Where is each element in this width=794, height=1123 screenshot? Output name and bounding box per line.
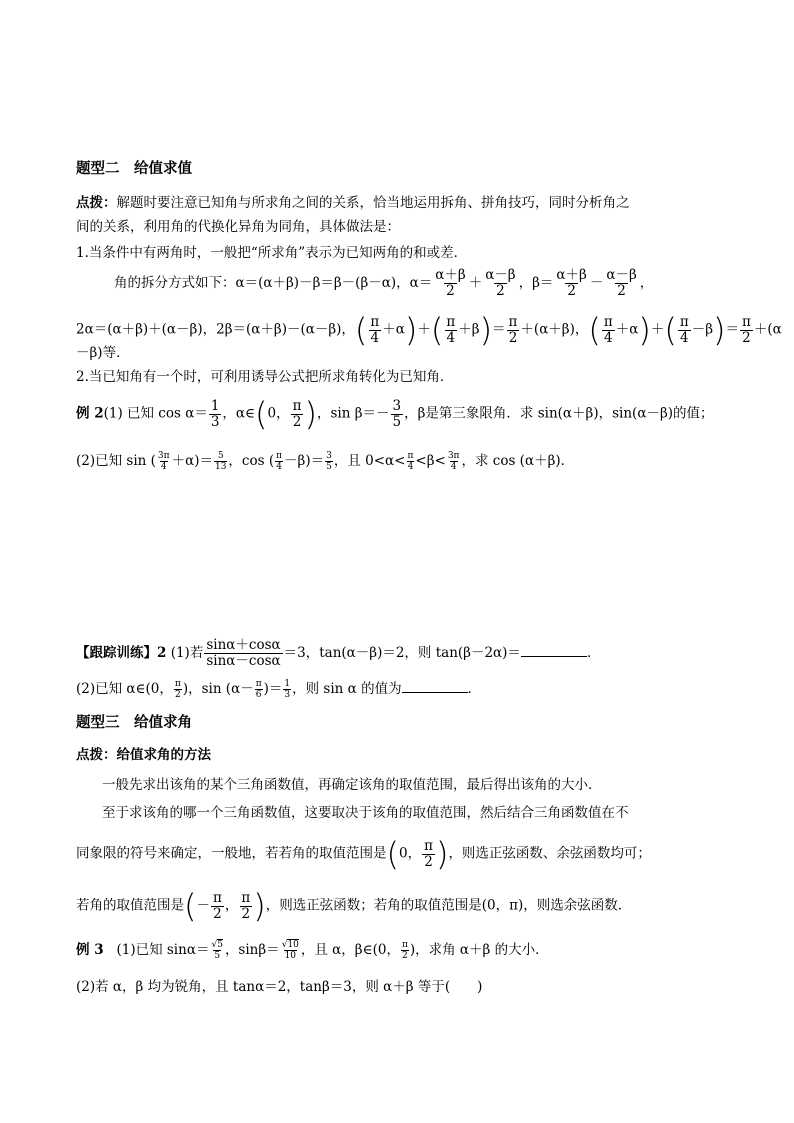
split-label: 角的拆分方式如下：α＝(α＋β)－β＝β－(β－α)，α＝ [114, 275, 433, 291]
denominator: 2 [402, 951, 408, 961]
denominator: 5 [326, 462, 332, 472]
fraction [406, 451, 414, 472]
fraction [433, 268, 467, 299]
paren: ) [435, 835, 449, 873]
numerator: π [603, 313, 613, 330]
denominator: 3 [210, 413, 220, 430]
fraction [483, 268, 517, 299]
para-1: 一般先求出该角的某个三角函数值，再确定该角的取值范围，最后得出该角的大小． [102, 777, 602, 793]
fraction [325, 451, 333, 472]
text: )，sin (α－ [182, 681, 254, 697]
fraction [401, 940, 409, 961]
numerator: π [446, 313, 456, 330]
denominator: 3 [284, 690, 291, 700]
text: 0， [398, 845, 422, 862]
numerator: π [276, 451, 283, 461]
numerator: α＋β [435, 267, 466, 283]
text: (1) 已知 cos α＝ [103, 405, 208, 422]
text: ，β是第三象限角．求 sin(α＋β)，sin(α－β)的值； [404, 405, 714, 422]
text: ． [467, 681, 482, 697]
numerator: π [407, 451, 414, 461]
denominator: 5 [214, 951, 221, 961]
fraction [391, 399, 404, 430]
paren: ) [404, 311, 418, 349]
text: ，sinβ＝ [224, 942, 280, 958]
paren: ( [255, 395, 268, 433]
numerator: π [292, 397, 302, 414]
radicand: 10 [287, 940, 299, 950]
fraction [604, 268, 638, 299]
example-3-part-1 [76, 940, 549, 961]
paren: ( [184, 887, 197, 925]
denominator: 4 [679, 329, 689, 346]
denominator: 4 [446, 329, 456, 346]
denominator: 2 [496, 283, 505, 299]
paren: ( [386, 835, 399, 873]
numerator: π [212, 889, 222, 906]
denominator: 4 [160, 462, 167, 472]
text: －β)＝ [284, 453, 325, 469]
tip-line-2: 间的关系，利用角的代换化异角为同角，具体做法是： [76, 219, 400, 235]
item-2: 2.当已知角有一个时，可利用诱导公式把所求角转化为已知角． [76, 369, 454, 385]
paren: ( [354, 311, 368, 349]
text: (1)若 [166, 645, 204, 661]
paren: ) [479, 311, 493, 349]
numerator: 1 [210, 397, 220, 414]
text: ，β＝ [518, 275, 554, 291]
numerator: 1 [284, 679, 291, 689]
numerator: α＋β [556, 267, 587, 283]
para-2: 至于求该角的哪一个三角函数值，这要取决于该角的取值范围，然后结合三角函数值在不 [102, 805, 629, 821]
numerator: π [241, 889, 251, 906]
text: ＋α [382, 321, 405, 338]
paren: ) [713, 311, 726, 349]
text: ，sin β＝－ [316, 405, 390, 422]
paren: ( [430, 311, 444, 349]
numerator: π [742, 313, 751, 330]
split-line: 角的拆分方式如下：α＝(α＋β)－β＝β－(β－α)，α＝ $\frac{\alpha+\beta}{2}$ ＋ $\frac{\alpha-\beta}{2}$ ，β＝ $\frac{\alpha+\beta}{2}$ － $\frac{\alpha-\beta}{2}$ ， [114, 267, 654, 299]
denominator: 13 [214, 462, 227, 472]
numerator: α－β [485, 267, 516, 283]
text: ＋α)＝ [171, 453, 213, 469]
text: <β< [415, 453, 446, 469]
split-line-3: －β)等． [76, 345, 130, 361]
text: ＋(α [753, 321, 782, 338]
text: (1)已知 sinα＝ [116, 942, 210, 958]
fraction [281, 940, 300, 961]
denominator: 2 [292, 413, 302, 430]
fraction [678, 315, 691, 346]
example-label: 例 2 [76, 405, 104, 422]
denominator: 6 [255, 690, 262, 700]
text: 2α＝(α＋β)＋(α－β)，2β＝(α＋β)－(α－β)， [76, 321, 355, 338]
track-part-2 [76, 678, 481, 700]
track-label: 【跟踪训练】2 [76, 645, 167, 661]
denominator: sinα－cosα [206, 653, 281, 669]
numerator: π [401, 940, 408, 950]
paren: ) [253, 887, 266, 925]
text: )＝ [263, 681, 283, 697]
numerator: π [255, 679, 262, 689]
numerator: π [174, 679, 181, 689]
numerator: π [679, 313, 689, 330]
numerator: √10 [281, 940, 299, 950]
item-1: 1.当条件中有两角时，一般把“所求角”表示为已知两角的和或差． [76, 245, 468, 261]
denominator: 2 [567, 283, 576, 299]
denominator: 2 [424, 853, 433, 870]
text: ＋(α＋β)， [520, 321, 589, 338]
fraction [211, 891, 224, 922]
denominator: 2 [508, 329, 518, 346]
denominator: 4 [370, 329, 380, 346]
numerator: 5 [217, 451, 224, 461]
answer-blank[interactable] [521, 642, 587, 657]
text: ，cos ( [228, 453, 275, 469]
denominator: 4 [407, 462, 414, 472]
para-4 [76, 887, 632, 925]
text: ＝3，tan(α－β)＝2，则 tan(β－2α)＝ [283, 645, 521, 661]
fraction [214, 451, 227, 472]
fraction [204, 638, 282, 669]
tip-line-1 [76, 194, 630, 212]
answer-blank[interactable] [402, 678, 468, 693]
denominator: 2 [617, 283, 626, 299]
denominator: 2 [446, 283, 455, 299]
tip-label: 点拨： [76, 195, 117, 211]
denominator: 2 [742, 329, 751, 346]
numerator: sinα＋cosα [206, 637, 281, 653]
section-title-3: 题型三 给值求角 [76, 714, 192, 731]
text: ，则选正弦函数；若角的取值范围是(0，π)，则选余弦函数． [265, 897, 632, 914]
example-2-part-2 [76, 451, 574, 472]
numerator: 3 [326, 451, 332, 461]
paren: ) [638, 311, 651, 349]
tip-text-1: 解题时要注意已知角与所求角之间的关系，恰当地运用拆角、拼角技巧，同时分析角之 [116, 195, 630, 211]
numerator: 3 [392, 397, 402, 414]
text: ＋β [458, 321, 480, 338]
text: ，且 0<α< [333, 453, 406, 469]
fraction [554, 268, 588, 299]
numerator: 3π [447, 451, 460, 461]
tip-line-3: 点拨：给值求角的方法 [76, 747, 211, 763]
text: 若角的取值范围是 [76, 897, 184, 914]
para-3 [76, 835, 651, 873]
section-title-2: 题型二 给值求值 [76, 160, 192, 177]
numerator: π [424, 837, 433, 854]
fraction [740, 315, 753, 346]
denominator: 10 [284, 951, 297, 961]
example-2-part-1 [76, 395, 714, 433]
text: 同象限的符号来确定，一般地，若若角的取值范围是 [76, 845, 387, 862]
denominator: 4 [276, 462, 282, 472]
example-label: 例 3 [76, 942, 104, 958]
fraction [239, 891, 252, 922]
fraction [422, 839, 435, 870]
fraction [283, 679, 291, 700]
example-3-part-2: (2)若 α，β 均为锐角，且 tanα＝2，tanβ＝3，则 α＋β 等于( ) [76, 979, 483, 995]
fraction [291, 399, 304, 430]
text: － [196, 897, 210, 914]
track-part-1 [76, 638, 600, 669]
numerator: π [370, 313, 380, 330]
paren: ( [588, 311, 601, 349]
text: －β [691, 321, 714, 338]
fraction [255, 679, 263, 700]
text: ， [224, 897, 239, 914]
numerator: √5 [211, 940, 223, 950]
text: ，求 cos (α＋β)． [461, 453, 575, 469]
text: ，且 α，β∈(0， [300, 942, 400, 958]
fraction [275, 451, 283, 472]
text: ，则选正弦函数、余弦函数均可； [448, 845, 651, 862]
text: ，α∈ [222, 405, 256, 422]
fraction [507, 315, 520, 346]
text: ，则 sin α 的值为 [292, 681, 402, 697]
fraction [210, 940, 223, 961]
paren: ( [664, 311, 677, 349]
fraction [174, 679, 182, 700]
fraction [447, 451, 461, 472]
denominator: 4 [604, 329, 613, 346]
fraction [368, 315, 381, 346]
radicand: 5 [217, 940, 223, 950]
denominator: 4 [450, 462, 457, 472]
numerator: π [508, 313, 518, 330]
denominator: 5 [392, 413, 402, 430]
numerator: 3π [157, 451, 170, 461]
denominator: 2 [174, 690, 181, 700]
text: 0， [267, 405, 290, 422]
paren: ) [304, 395, 317, 433]
fraction [444, 315, 457, 346]
text: (2)已知 sin ( [76, 453, 156, 469]
numerator: α－β [606, 267, 637, 283]
text: ． [586, 645, 601, 661]
denominator: 2 [213, 905, 222, 922]
split-line-2: 2α＝(α＋β)＋(α－β)，2β＝(α＋β)－(α－β)，( $\frac{\pi}{4}$ ＋α)＋( $\frac{\pi}{4}$ ＋β)＝ $\frac{\pi}{2}$ ＋(α＋β)，( $\frac{\pi}{4}$ ＋α)＋( $\frac{\pi}{4}$ －β)＝ $\frac{\pi}{2}$ ＋(α [76, 311, 782, 349]
fraction [602, 315, 615, 346]
denominator: 2 [241, 905, 251, 922]
fraction [157, 451, 171, 472]
fraction [209, 399, 222, 430]
text: )，求角 α＋β 的大小． [409, 942, 549, 958]
text: (2)已知 α∈(0， [76, 681, 173, 697]
text: ＋α [615, 321, 639, 338]
